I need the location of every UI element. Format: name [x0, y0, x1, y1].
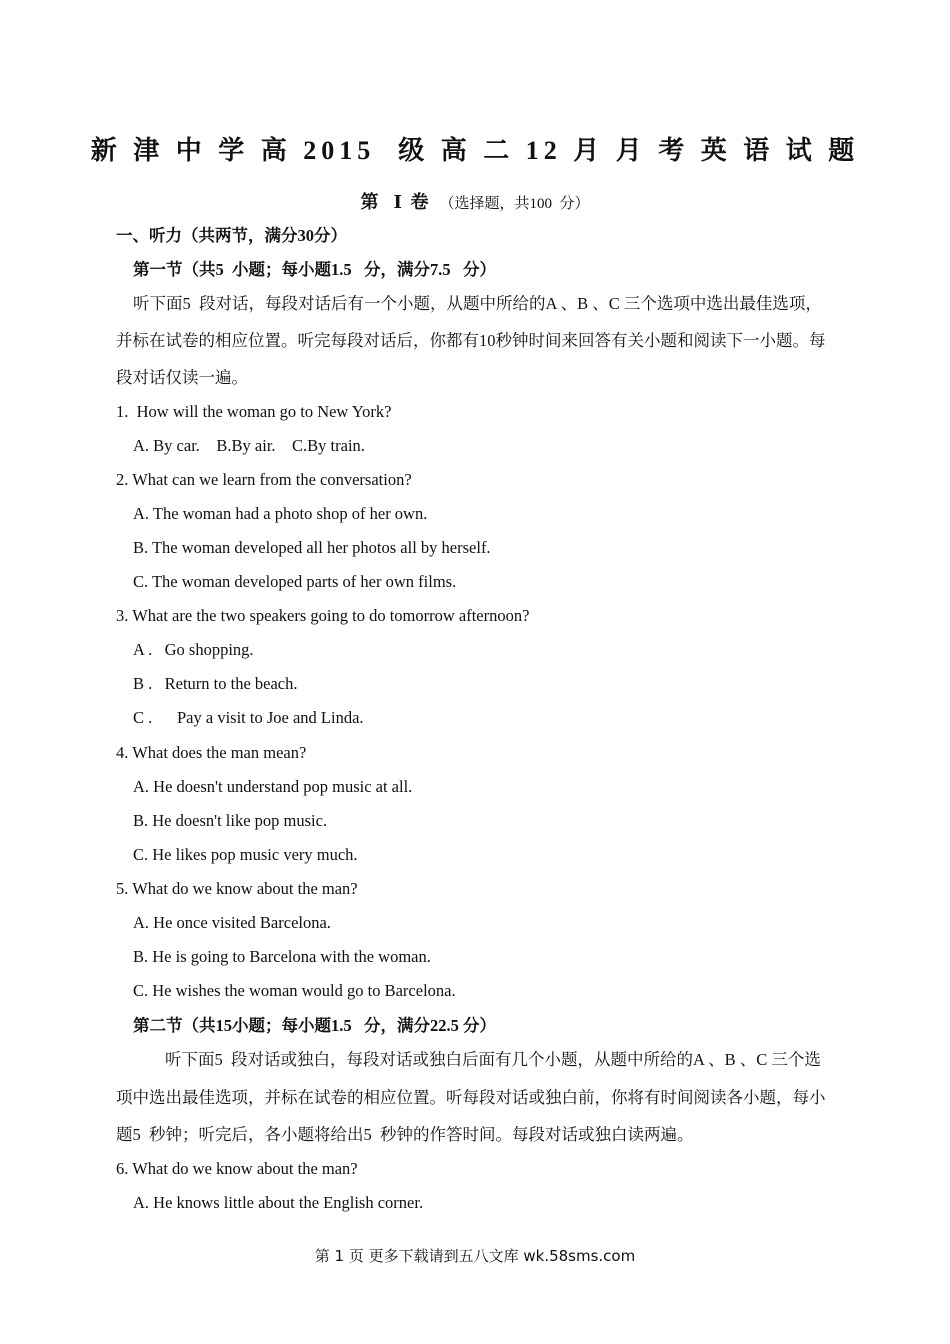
- question-stem: 6. What do we know about the man?: [116, 1159, 358, 1178]
- question-stem: 1. How will the woman go to New York?: [116, 402, 392, 421]
- section-heading: 一、听力（共两节，满分30分）: [116, 226, 347, 245]
- answer-option: C . Pay a visit to Joe and Linda.: [133, 708, 364, 727]
- answer-option: A . Go shopping.: [133, 640, 254, 659]
- answer-option: A. The woman had a photo shop of her own.: [133, 504, 428, 523]
- part1-instruction-line: 并标在试卷的相应位置。听完每段对话后，你都有10秒钟时间来回答有关小题和阅读下一小题。每: [116, 331, 826, 350]
- answer-option: A. He doesn't understand pop music at all.: [133, 777, 413, 796]
- answer-option: B . Return to the beach.: [133, 674, 298, 693]
- answer-option: C. He wishes the woman would go to Barcelona.: [133, 981, 456, 1000]
- answer-option: B. The woman developed all her photos all by herself.: [133, 538, 491, 557]
- volume-subtitle: [0, 188, 950, 214]
- part1-heading: 第一节（共5 小题；每小题1.5 分，满分7.5 分）: [133, 260, 496, 279]
- part2-instruction-line: 项中选出最佳选项，并标在试卷的相应位置。听每段对话或独白前，你将有时间阅读各小题，每小: [116, 1088, 826, 1107]
- part2-heading: 第二节（共15小题；每小题1.5 分，满分22.5 分）: [133, 1016, 496, 1035]
- question-stem: 5. What do we know about the man?: [116, 879, 358, 898]
- question-stem: 2. What can we learn from the conversation?: [116, 470, 412, 489]
- page-footer: 第 1 页 更多下载请到五八文库 wk.58sms.com: [314, 1247, 636, 1265]
- part1-instruction-line: 段对话仅读一遍。: [116, 368, 248, 387]
- part2-instruction-line: 题5 秒钟；听完后，各小题将给出5 秒钟的作答时间。每段对话或独白读两遍。: [116, 1125, 694, 1144]
- answer-option: A. He knows little about the English corner.: [133, 1193, 424, 1212]
- answer-option: B. He is going to Barcelona with the woman.: [133, 947, 431, 966]
- exam-title: 新 津 中 学 高 2015 级 高 二 12 月 月 考 英 语 试 题: [90, 136, 860, 165]
- answer-option: A. By car. B.By air. C.By train.: [133, 436, 365, 455]
- question-stem: 3. What are the two speakers going to do tomorrow afternoon?: [116, 606, 530, 625]
- question-stem: 4. What does the man mean?: [116, 743, 307, 762]
- answer-option: B. He doesn't like pop music.: [133, 811, 328, 830]
- part1-instruction-line: 听下面5 段对话，每段对话后有一个小题，从题中所给的A 、B 、C 三个选项中选出最佳选项，: [133, 294, 822, 313]
- part2-instruction-line: 听下面5 段对话或独白，每段对话或独白后面有几个小题，从题中所给的A 、B 、C 三个选: [165, 1050, 821, 1069]
- answer-option: C. He likes pop music very much.: [133, 845, 358, 864]
- volume-label: 第 Ⅰ 卷: [360, 192, 431, 212]
- answer-option: C. The woman developed parts of her own films.: [133, 572, 457, 591]
- answer-option: A. He once visited Barcelona.: [133, 913, 331, 932]
- volume-note: （选择题，共100 分）: [439, 196, 590, 212]
